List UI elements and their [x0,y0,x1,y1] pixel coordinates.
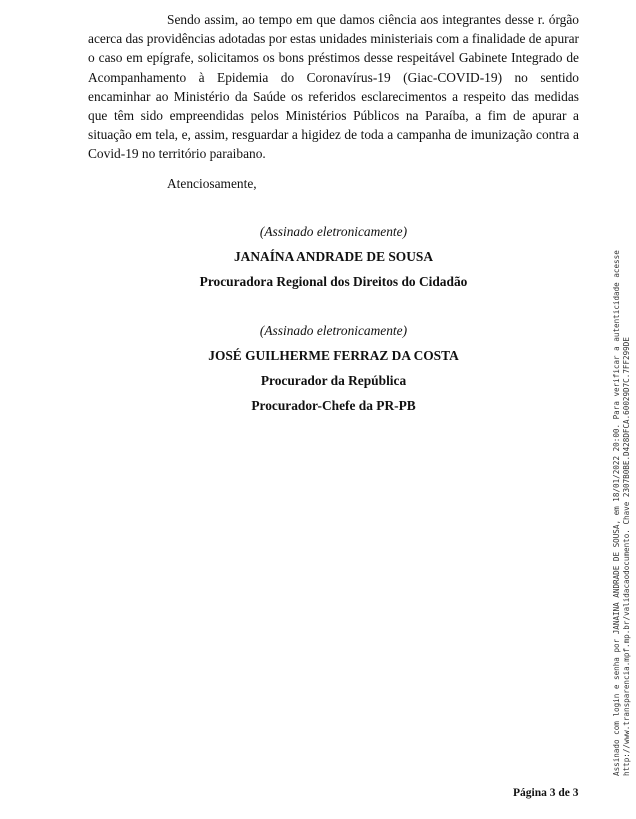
page-number: Página 3 de 3 [513,787,579,799]
body-paragraph: Sendo assim, ao tempo em que damos ciência aos integrantes desse r. órgão acerca das providências adotadas por estas unidades ministeriais com a finalidade de apurar o caso em epígrafe, solicitamos os bons préstimos desse respeitável Gabinete Integrado de Acompanhamento à Epidemia do Coronavírus-19 (Giac-COVID-19) no sentido encaminhar ao Ministério da Saúde os referidos esclarecimentos a respeito das medidas que têm sido empreendidas pelos Ministérios Públicos na Paraíba, a fim de apurar a situação em tela, e, assim, resguardar a higidez de toda a campanha de imunização contra a Covid-19 no território paraibano. [88,12,579,162]
signer-role-secondary: Procurador-Chefe da PR-PB [251,398,416,413]
signature-block-2 [88,321,579,421]
closing-salutation: Atenciosamente, [167,176,257,191]
signer-name: JANAÍNA ANDRADE DE SOUSA [233,249,434,264]
signature-status: (Assinado eletronicamente) [259,323,408,338]
signer-role: Procuradora Regional dos Direitos do Cidadão [199,274,468,289]
signature-block-1 [88,222,579,297]
signer-name: JOSÉ GUILHERME FERRAZ DA COSTA [208,348,459,363]
signature-status: (Assinado eletronicamente) [259,224,408,239]
authentication-note-line-2: http://www.transparencia.mpf.mp.br/validacaodocumento. Chave 2307B0BE.D428DFCA.60029D7C.7FF299DE [621,337,631,776]
signer-role: Procurador da República [260,373,407,388]
authentication-note-line-1: Assinado com login e senha por JANAINA ANDRADE DE SOUSA, em 18/01/2022 20:00. Para verificar a autenticidade acesse [612,250,621,776]
